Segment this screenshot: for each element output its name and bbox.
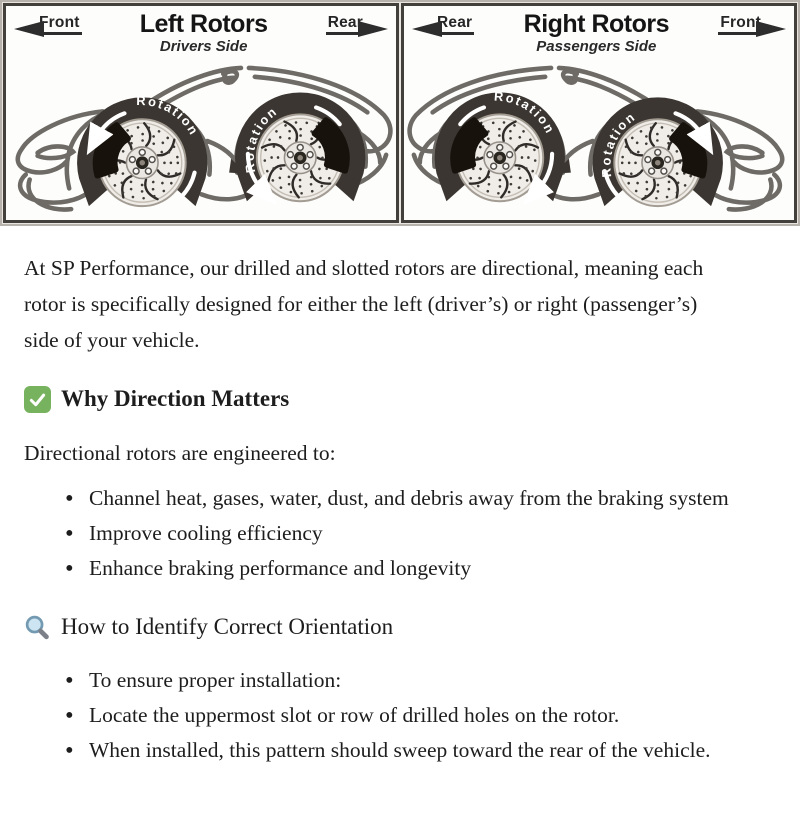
right-rotors-panel: [401, 3, 797, 223]
identify-orientation-heading: [24, 608, 740, 647]
rear-direction-label: [412, 14, 474, 35]
benefits-list: [24, 481, 737, 586]
engineered-to-lead: Directional rotors are engineered to:: [24, 440, 336, 465]
left-arrow-icon: [412, 21, 442, 37]
left-panel-header: [14, 11, 388, 55]
rotation-label: Rotation: [493, 88, 559, 137]
panel-subtitle: Drivers Side: [159, 38, 248, 56]
left-car-illustration: [6, 60, 396, 222]
left-rotors-panel: [3, 3, 399, 223]
front-direction-label: [718, 14, 786, 35]
panel-title-group: [524, 11, 669, 55]
section-heading-text: Why Direction Matters: [61, 386, 290, 412]
right-arrow-icon: [358, 21, 388, 37]
left-arrow-icon: [14, 21, 44, 37]
right-arrow-icon: [756, 21, 786, 37]
why-direction-matters-heading: [24, 380, 740, 419]
panel-subtitle: Passengers Side: [536, 38, 657, 56]
list-item: • When installed, this pattern should sweep toward the rear of the vehicle.: [65, 733, 737, 768]
intro-paragraph: At SP Performance, our drilled and slotted rotors are directional, meaning each rotor is specifically designed for either the left (driver’s) or right (passenger’s) side of your vehicle.: [24, 256, 704, 353]
section-heading-text: How to Identify Correct Orientation: [61, 614, 394, 640]
magnifying-glass-icon: [24, 614, 51, 641]
list-item: • To ensure proper installation:: [65, 663, 737, 698]
rotor-direction-diagram: [0, 0, 800, 226]
rear-direction-label: [326, 14, 388, 35]
orientation-list: [24, 663, 737, 768]
rotation-label: Rotation: [598, 108, 639, 179]
direction-label-text: Rear: [435, 14, 474, 35]
check-mark-emoji-icon: [24, 386, 51, 413]
list-item: • Enhance braking performance and longevity: [65, 551, 737, 586]
panel-title: Right Rotors: [523, 10, 670, 38]
list-item: • Locate the uppermost slot or row of drilled holes on the rotor.: [65, 698, 737, 733]
article-body: [0, 226, 800, 814]
panel-title: Left Rotors: [139, 10, 268, 38]
list-item: • Improve cooling efficiency: [65, 516, 737, 551]
direction-label-text: Rear: [326, 14, 365, 35]
panel-title-group: [140, 11, 268, 55]
right-panel-header: [412, 11, 786, 55]
rotation-label: Rotation: [241, 103, 281, 175]
direction-label-text: Front: [718, 14, 763, 35]
right-car-illustration: [404, 60, 794, 222]
rotation-label: Rotation: [136, 92, 203, 139]
direction-label-text: Front: [37, 14, 82, 35]
front-direction-label: [14, 14, 82, 35]
list-item: • Channel heat, gases, water, dust, and debris away from the braking system: [65, 481, 737, 516]
